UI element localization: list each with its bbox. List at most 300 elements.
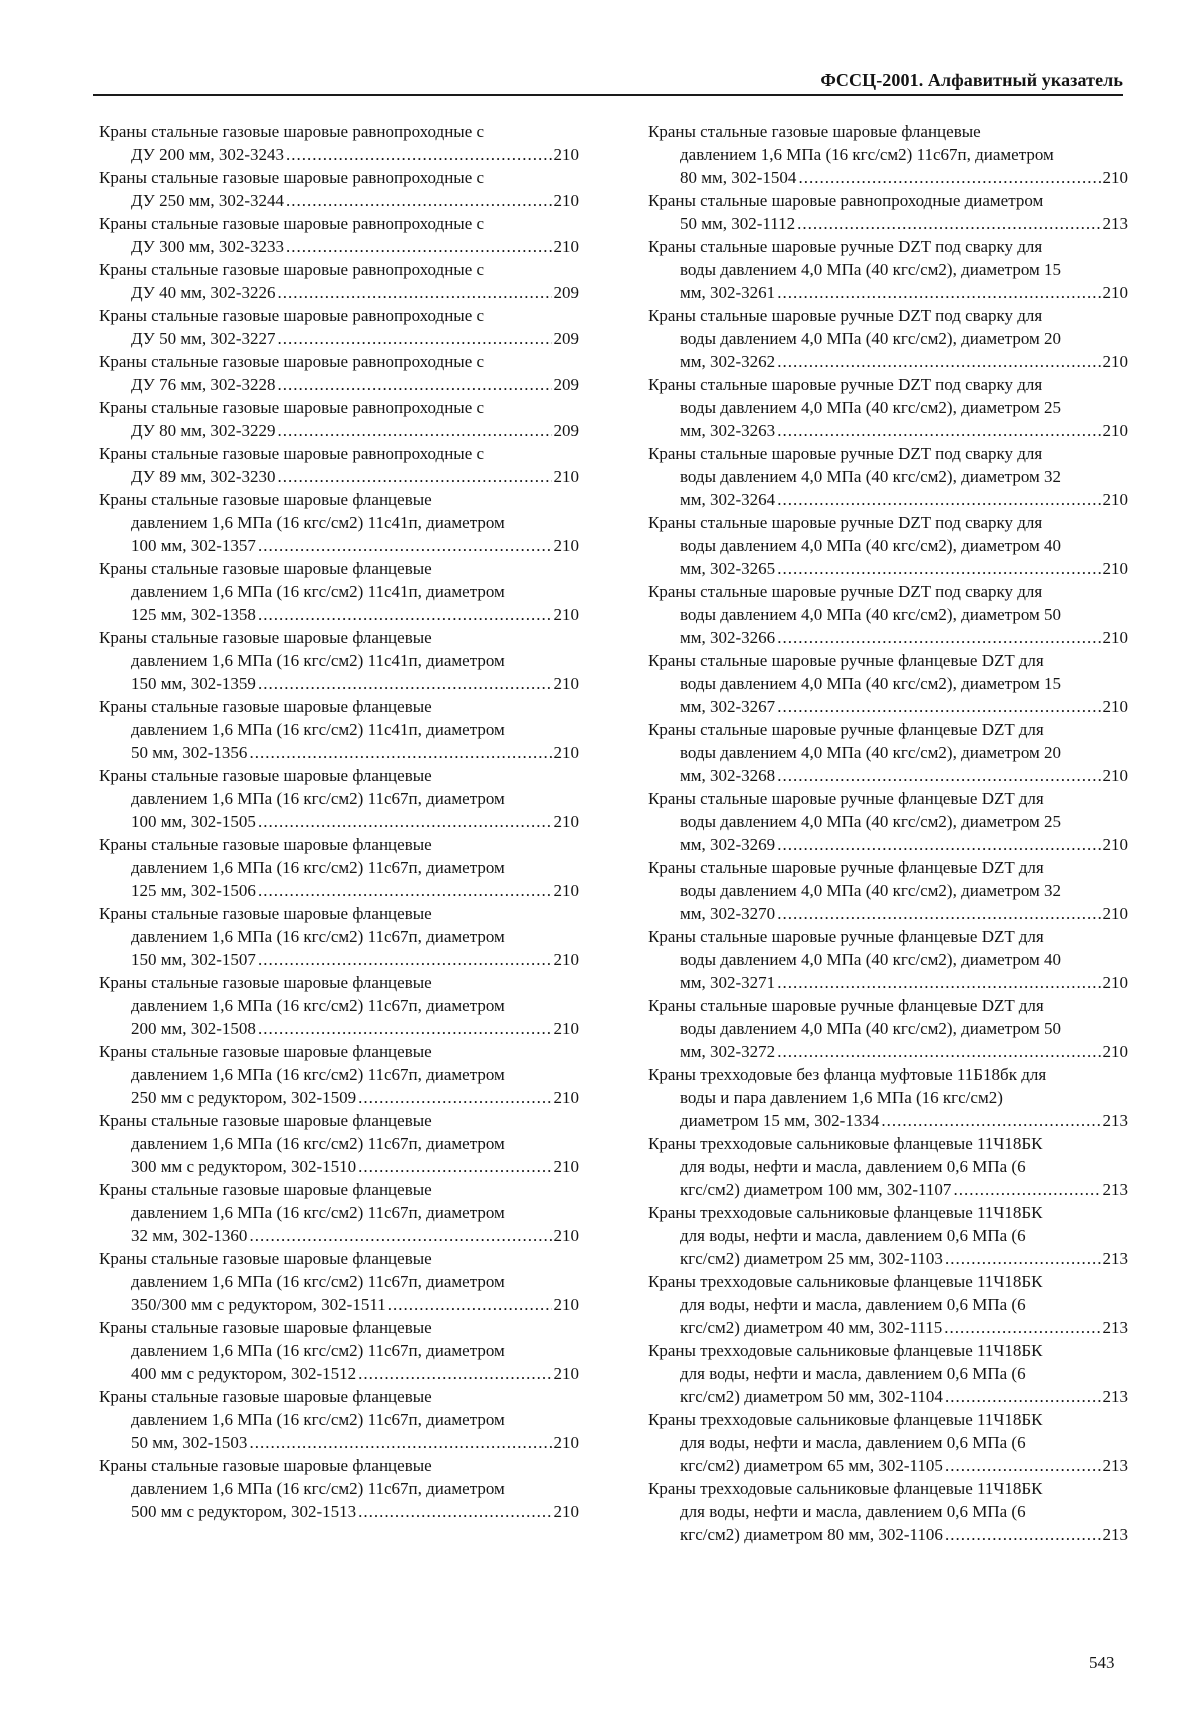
index-entry-last-line (99, 948, 579, 971)
index-entry-line: Краны стальные газовые шаровые равнопроходные с (99, 398, 485, 417)
index-entry-line: для воды, нефти и масла, давлением 0,6 МПа (6 (680, 1433, 1026, 1452)
dot-leader (258, 948, 552, 971)
index-entry-line: 200 мм, 302-1508 (131, 1019, 256, 1038)
index-entry-line: кгс/см2) диаметром 80 мм, 302-1106 (680, 1525, 943, 1544)
index-entry-line: 150 мм, 302-1507 (131, 950, 256, 969)
index-entry (648, 120, 1128, 189)
index-entry-line: воды и пара давлением 1,6 МПа (16 кгс/см2) (680, 1088, 1003, 1107)
index-entry-line: ДУ 300 мм, 302-3233 (131, 237, 285, 256)
index-entry-page: 210 (553, 1088, 579, 1107)
index-entry-line: Краны стальные шаровые ручные фланцевые DZT для (648, 927, 1044, 946)
index-entry-line: воды давлением 4,0 МПа (40 кгс/см2), диаметром 25 (680, 398, 1061, 417)
index-entry-line: давлением 1,6 МПа (16 кгс/см2) 11с67п, диаметром (131, 1341, 505, 1360)
index-entry-page: 213 (1102, 1249, 1128, 1268)
index-entry-page: 210 (1102, 490, 1128, 509)
index-entry-line: мм, 302-3268 (680, 766, 776, 785)
index-entry-last-line (99, 879, 579, 902)
index-entry-line: 50 мм, 302-1112 (680, 214, 796, 233)
index-entry-page: 210 (1102, 1042, 1128, 1061)
index-entry-line: кгс/см2) диаметром 65 мм, 302-1105 (680, 1456, 943, 1475)
dot-leader (945, 1247, 1101, 1270)
index-entry-line: мм, 302-3269 (680, 835, 776, 854)
index-entry (99, 626, 579, 695)
index-entry-line: Краны стальные газовые шаровые фланцевые (99, 835, 432, 854)
index-entry-line: Краны трехходовые сальниковые фланцевые 11Ч18БК (648, 1134, 1043, 1153)
index-entry-line: давлением 1,6 МПа (16 кгс/см2) 11с67п, диаметром (131, 1272, 505, 1291)
index-entry (648, 1132, 1128, 1201)
index-entry-line: 150 мм, 302-1359 (131, 674, 256, 693)
index-entry-line: Краны стальные шаровые ручные DZT под сварку для (648, 237, 1043, 256)
index-entry-line: мм, 302-3261 (680, 283, 776, 302)
index-entry-line: ДУ 89 мм, 302-3230 (131, 467, 276, 486)
index-entry (99, 971, 579, 1040)
index-entry-line: давлением 1,6 МПа (16 кгс/см2) 11с41п, диаметром (131, 720, 505, 739)
dot-leader (258, 1017, 552, 1040)
index-entry-line: мм, 302-3263 (680, 421, 776, 440)
index-entry (648, 718, 1128, 787)
index-entry-page: 213 (1102, 1111, 1128, 1130)
dot-leader (777, 281, 1100, 304)
dot-leader (286, 143, 551, 166)
index-entry (99, 1316, 579, 1385)
index-entry-last-line (99, 327, 579, 350)
index-entry-last-line (648, 902, 1128, 925)
dot-leader (358, 1155, 551, 1178)
index-entry (648, 1063, 1128, 1132)
dot-leader (881, 1109, 1100, 1132)
index-entry-page: 210 (553, 674, 579, 693)
index-entry (648, 442, 1128, 511)
index-entry-line: мм, 302-3266 (680, 628, 776, 647)
index-entry-line: давлением 1,6 МПа (16 кгс/см2) 11с41п, диаметром (131, 651, 505, 670)
index-entry-page: 210 (1102, 973, 1128, 992)
index-entry-line: 125 мм, 302-1358 (131, 605, 256, 624)
index-entry-line: Краны трехходовые сальниковые фланцевые 11Ч18БК (648, 1203, 1043, 1222)
index-entry-page: 210 (553, 1295, 579, 1314)
index-entry-line: мм, 302-3267 (680, 697, 776, 716)
index-entry-line: ДУ 200 мм, 302-3243 (131, 145, 285, 164)
index-entry-line: давлением 1,6 МПа (16 кгс/см2) 11с67п, диаметром (131, 996, 505, 1015)
index-column-left (99, 120, 579, 1523)
index-entry-page: 210 (553, 237, 579, 256)
dot-leader (798, 166, 1100, 189)
dot-leader (258, 534, 552, 557)
index-entry-line: воды давлением 4,0 МПа (40 кгс/см2), диаметром 15 (680, 674, 1061, 693)
index-entry-page: 213 (1102, 1456, 1128, 1475)
index-entry-page: 210 (553, 1157, 579, 1176)
index-entry-last-line (648, 971, 1128, 994)
index-entry (99, 166, 579, 212)
index-entry-line: воды давлением 4,0 МПа (40 кгс/см2), диаметром 20 (680, 329, 1061, 348)
dot-leader (258, 879, 552, 902)
index-entry-last-line (648, 557, 1128, 580)
index-entry-last-line (99, 373, 579, 396)
index-entry-line: 400 мм с редуктором, 302-1512 (131, 1364, 357, 1383)
index-entry (648, 1270, 1128, 1339)
index-entry-line: 250 мм с редуктором, 302-1509 (131, 1088, 357, 1107)
dot-leader (777, 971, 1100, 994)
index-entry-line: Краны стальные шаровые ручные фланцевые DZT для (648, 996, 1044, 1015)
index-entry-page: 210 (1102, 283, 1128, 302)
index-entry-page: 210 (1102, 904, 1128, 923)
index-entry-last-line (99, 189, 579, 212)
index-entry-last-line (648, 419, 1128, 442)
index-entry-line: мм, 302-3271 (680, 973, 776, 992)
index-entry-line: мм, 302-3272 (680, 1042, 776, 1061)
dot-leader (777, 764, 1100, 787)
index-entry (648, 1477, 1128, 1546)
index-entry (648, 856, 1128, 925)
index-entry-last-line (99, 741, 579, 764)
index-entry-page: 210 (553, 191, 579, 210)
index-entry (648, 925, 1128, 994)
index-entry-last-line (99, 281, 579, 304)
index-entry-line: для воды, нефти и масла, давлением 0,6 МПа (6 (680, 1502, 1026, 1521)
index-entry-last-line (648, 488, 1128, 511)
page-number: 543 (1089, 1653, 1115, 1672)
index-entry-line: воды давлением 4,0 МПа (40 кгс/см2), диаметром 40 (680, 536, 1061, 555)
dot-leader (797, 212, 1100, 235)
index-entry-line: воды давлением 4,0 МПа (40 кгс/см2), диаметром 40 (680, 950, 1061, 969)
index-entry-page: 210 (553, 1502, 579, 1521)
index-entry-last-line (648, 166, 1128, 189)
index-entry-page: 213 (1102, 214, 1128, 233)
index-entry-last-line (99, 419, 579, 442)
index-entry (648, 1201, 1128, 1270)
index-entry-line: Краны стальные шаровые ручные фланцевые DZT для (648, 720, 1044, 739)
index-entry (99, 557, 579, 626)
index-entry-line: 50 мм, 302-1356 (131, 743, 248, 762)
index-entry-line: давлением 1,6 МПа (16 кгс/см2) 11с67п, диаметром (131, 927, 505, 946)
index-entry-page: 210 (553, 605, 579, 624)
index-entry-line: Краны трехходовые без фланца муфтовые 11Б18бк для (648, 1065, 1047, 1084)
index-entry-line: 500 мм с редуктором, 302-1513 (131, 1502, 357, 1521)
index-entry-line: воды давлением 4,0 МПа (40 кгс/см2), диаметром 25 (680, 812, 1061, 831)
index-entry-line: Краны стальные газовые шаровые равнопроходные с (99, 306, 485, 325)
index-entry-last-line (648, 695, 1128, 718)
index-entry-line: кгс/см2) диаметром 50 мм, 302-1104 (680, 1387, 943, 1406)
dot-leader (286, 235, 551, 258)
index-entry-page: 210 (1102, 697, 1128, 716)
index-entry-line: Краны стальные газовые шаровые равнопроходные с (99, 122, 485, 141)
dot-leader (278, 373, 552, 396)
index-entry-line: 300 мм с редуктором, 302-1510 (131, 1157, 357, 1176)
index-entry-line: кгс/см2) диаметром 100 мм, 302-1107 (680, 1180, 952, 1199)
index-entry (99, 1247, 579, 1316)
index-entry-line: 80 мм, 302-1504 (680, 168, 797, 187)
index-entry-line: 350/300 мм с редуктором, 302-1511 (131, 1295, 386, 1314)
index-entry-page: 210 (1102, 352, 1128, 371)
header-title: ФССЦ-2001. Алфавитный указатель (820, 70, 1123, 90)
dot-leader (258, 603, 552, 626)
index-entry-line: Краны стальные газовые шаровые фланцевые (99, 766, 432, 785)
index-entry-line: кгс/см2) диаметром 40 мм, 302-1115 (680, 1318, 943, 1337)
index-entry-page: 210 (553, 812, 579, 831)
index-entry (99, 304, 579, 350)
index-entry-line: Краны трехходовые сальниковые фланцевые 11Ч18БК (648, 1341, 1043, 1360)
dot-leader (249, 1224, 551, 1247)
index-entry-line: Краны стальные газовые шаровые равнопроходные с (99, 214, 485, 233)
index-entry-line: Краны стальные шаровые ручные DZT под сварку для (648, 582, 1043, 601)
index-entry-line: мм, 302-3270 (680, 904, 776, 923)
index-entry-line: мм, 302-3262 (680, 352, 776, 371)
index-entry (648, 994, 1128, 1063)
index-entry-line: давлением 1,6 МПа (16 кгс/см2) 11с67п, диаметром (131, 789, 505, 808)
index-entry-last-line (648, 1247, 1128, 1270)
index-entry-last-line (648, 1040, 1128, 1063)
index-entry (99, 764, 579, 833)
index-entry-line: для воды, нефти и масла, давлением 0,6 МПа (6 (680, 1157, 1026, 1176)
index-entry-last-line (99, 810, 579, 833)
index-entry-line: диаметром 15 мм, 302-1334 (680, 1111, 880, 1130)
index-entry-last-line (99, 1362, 579, 1385)
index-entry-line: Краны стальные шаровые ручные DZT под сварку для (648, 513, 1043, 532)
index-entry (99, 212, 579, 258)
index-entry-page: 210 (1102, 421, 1128, 440)
index-entry-last-line (648, 1385, 1128, 1408)
index-entry-line: ДУ 76 мм, 302-3228 (131, 375, 276, 394)
index-entry-page: 210 (553, 536, 579, 555)
index-entry-line: давлением 1,6 МПа (16 кгс/см2) 11с41п, диаметром (131, 582, 505, 601)
index-entry-page: 209 (553, 283, 579, 302)
index-entry-page: 213 (1102, 1180, 1128, 1199)
index-entry-last-line (648, 350, 1128, 373)
index-entry (648, 304, 1128, 373)
index-entry-line: ДУ 50 мм, 302-3227 (131, 329, 276, 348)
index-entry-last-line (648, 626, 1128, 649)
dot-leader (777, 419, 1100, 442)
dot-leader (358, 1500, 551, 1523)
index-entry-line: воды давлением 4,0 МПа (40 кгс/см2), диаметром 32 (680, 881, 1061, 900)
dot-leader (945, 1385, 1101, 1408)
index-entry-last-line (648, 833, 1128, 856)
index-entry-last-line (648, 281, 1128, 304)
dot-leader (945, 1454, 1101, 1477)
dot-leader (777, 350, 1100, 373)
index-entry (648, 580, 1128, 649)
index-entry-last-line (648, 212, 1128, 235)
index-entry-line: воды давлением 4,0 МПа (40 кгс/см2), диаметром 20 (680, 743, 1061, 762)
index-entry-line: для воды, нефти и масла, давлением 0,6 МПа (6 (680, 1226, 1026, 1245)
index-entry-line: ДУ 40 мм, 302-3226 (131, 283, 276, 302)
dot-leader (258, 810, 552, 833)
index-entry-last-line (99, 465, 579, 488)
index-entry-line: Краны трехходовые сальниковые фланцевые 11Ч18БК (648, 1410, 1043, 1429)
index-entry-line: Краны стальные шаровые ручные DZT под сварку для (648, 306, 1043, 325)
index-entry-line: давлением 1,6 МПа (16 кгс/см2) 11с67п, диаметром (131, 1065, 505, 1084)
index-entry-line: 125 мм, 302-1506 (131, 881, 256, 900)
index-entry-last-line (648, 1109, 1128, 1132)
index-entry (99, 902, 579, 971)
dot-leader (278, 465, 552, 488)
index-entry-line: для воды, нефти и масла, давлением 0,6 МПа (6 (680, 1295, 1026, 1314)
index-entry-line: давлением 1,6 МПа (16 кгс/см2) 11с67п, диаметром (131, 1479, 505, 1498)
index-entry-line: ДУ 250 мм, 302-3244 (131, 191, 285, 210)
index-entry-line: кгс/см2) диаметром 25 мм, 302-1103 (680, 1249, 943, 1268)
index-entry-line: давлением 1,6 МПа (16 кгс/см2) 11с67п, диаметром (680, 145, 1054, 164)
index-entry-page: 210 (553, 1433, 579, 1452)
index-entry-line: Краны стальные газовые шаровые фланцевые (99, 1249, 432, 1268)
index-entry-line: для воды, нефти и масла, давлением 0,6 МПа (6 (680, 1364, 1026, 1383)
index-entry-last-line (99, 1431, 579, 1454)
index-column-right (648, 120, 1128, 1546)
index-entry (648, 649, 1128, 718)
index-entry-page: 209 (553, 421, 579, 440)
dot-leader (777, 557, 1100, 580)
dot-leader (388, 1293, 552, 1316)
index-entry-line: Краны стальные газовые шаровые фланцевые (99, 1318, 432, 1337)
index-entry-page: 210 (1102, 628, 1128, 647)
dot-leader (278, 419, 552, 442)
index-entry-page: 210 (553, 1226, 579, 1245)
index-entry-line: давлением 1,6 МПа (16 кгс/см2) 11с67п, диаметром (131, 1203, 505, 1222)
index-entry-line: воды давлением 4,0 МПа (40 кгс/см2), диаметром 32 (680, 467, 1061, 486)
index-entry-page: 213 (1102, 1525, 1128, 1544)
index-entry (648, 189, 1128, 235)
index-entry-line: давлением 1,6 МПа (16 кгс/см2) 11с67п, диаметром (131, 858, 505, 877)
index-entry-page: 210 (1102, 559, 1128, 578)
index-entry-line: давлением 1,6 МПа (16 кгс/см2) 11с41п, диаметром (131, 513, 505, 532)
index-entry-line: Краны стальные газовые шаровые равнопроходные с (99, 168, 485, 187)
dot-leader (249, 1431, 551, 1454)
index-entry-line: Краны стальные газовые шаровые фланцевые (99, 1042, 432, 1061)
index-entry (648, 511, 1128, 580)
index-entry-last-line (648, 1523, 1128, 1546)
index-entry-last-line (99, 534, 579, 557)
index-entry-line: Краны стальные газовые шаровые фланцевые (648, 122, 981, 141)
index-entry (99, 1385, 579, 1454)
index-entry-line: Краны стальные шаровые равнопроходные диаметром (648, 191, 1044, 210)
index-entry-last-line (99, 1086, 579, 1109)
index-entry-line: Краны стальные газовые шаровые фланцевые (99, 1111, 432, 1130)
dot-leader (278, 281, 552, 304)
index-entry-line: мм, 302-3264 (680, 490, 776, 509)
dot-leader (258, 672, 552, 695)
dot-leader (286, 189, 551, 212)
index-entry (648, 373, 1128, 442)
index-entry (99, 833, 579, 902)
index-entry-page: 210 (553, 743, 579, 762)
index-entry-page: 209 (553, 329, 579, 348)
index-entry-last-line (648, 1316, 1128, 1339)
running-header (93, 62, 1123, 96)
index-entry-page: 210 (1102, 766, 1128, 785)
dot-leader (249, 741, 551, 764)
index-entry-line: 100 мм, 302-1357 (131, 536, 256, 555)
dot-leader (278, 327, 552, 350)
index-entry-line: давлением 1,6 МПа (16 кгс/см2) 11с67п, диаметром (131, 1410, 505, 1429)
index-entry-last-line (99, 1155, 579, 1178)
index-entry-line: воды давлением 4,0 МПа (40 кгс/см2), диаметром 50 (680, 605, 1061, 624)
index-entry-line: Краны стальные газовые шаровые фланцевые (99, 1387, 432, 1406)
index-entry-last-line (99, 1224, 579, 1247)
index-entry-line: Краны стальные газовые шаровые равнопроходные с (99, 352, 485, 371)
index-entry-line: 32 мм, 302-1360 (131, 1226, 248, 1245)
index-entry-page: 210 (553, 145, 579, 164)
index-entry-last-line (99, 603, 579, 626)
index-entry (99, 695, 579, 764)
index-entry-page: 210 (553, 1019, 579, 1038)
index-entry-line: Краны стальные газовые шаровые фланцевые (99, 973, 432, 992)
index-entry (648, 235, 1128, 304)
index-entry-line: Краны стальные шаровые ручные DZT под сварку для (648, 375, 1043, 394)
index-entry-page: 210 (553, 1364, 579, 1383)
index-entry-line: мм, 302-3265 (680, 559, 776, 578)
index-entry-line: Краны стальные шаровые ручные фланцевые DZT для (648, 858, 1044, 877)
index-entry-last-line (99, 672, 579, 695)
index-entry (99, 258, 579, 304)
index-entry (648, 1408, 1128, 1477)
index-entry-line: воды давлением 4,0 МПа (40 кгс/см2), диаметром 50 (680, 1019, 1061, 1038)
index-entry-line: Краны стальные газовые шаровые фланцевые (99, 628, 432, 647)
index-entry-page: 210 (1102, 168, 1128, 187)
index-entry (99, 396, 579, 442)
index-entry-line: Краны трехходовые сальниковые фланцевые 11Ч18БК (648, 1479, 1043, 1498)
index-entry (648, 1339, 1128, 1408)
index-entry-line: Краны стальные газовые шаровые фланцевые (99, 559, 432, 578)
index-entry (99, 442, 579, 488)
index-entry-line: 100 мм, 302-1505 (131, 812, 256, 831)
index-entry-line: Краны стальные газовые шаровые фланцевые (99, 1456, 432, 1475)
index-entry (99, 1109, 579, 1178)
dot-leader (358, 1362, 551, 1385)
index-entry-page: 210 (553, 950, 579, 969)
index-entry-line: Краны стальные газовые шаровые фланцевые (99, 490, 432, 509)
dot-leader (944, 1316, 1100, 1339)
index-entry-last-line (648, 1454, 1128, 1477)
index-entry (99, 1454, 579, 1523)
index-entry-page: 210 (553, 881, 579, 900)
index-entry-line: ДУ 80 мм, 302-3229 (131, 421, 276, 440)
index-entry-line: Краны трехходовые сальниковые фланцевые 11Ч18БК (648, 1272, 1043, 1291)
index-entry-line: Краны стальные шаровые ручные фланцевые DZT для (648, 651, 1044, 670)
index-entry-line: 50 мм, 302-1503 (131, 1433, 248, 1452)
index-entry-line: Краны стальные шаровые ручные фланцевые DZT для (648, 789, 1044, 808)
index-entry (99, 1040, 579, 1109)
index-entry-page: 213 (1102, 1387, 1128, 1406)
index-entry (99, 350, 579, 396)
index-entry-page: 213 (1102, 1318, 1128, 1337)
index-entry-last-line (99, 1293, 579, 1316)
dot-leader (777, 833, 1100, 856)
index-entry-line: Краны стальные газовые шаровые равнопроходные с (99, 444, 485, 463)
index-entry-line: Краны стальные газовые шаровые фланцевые (99, 1180, 432, 1199)
index-entry-last-line (99, 1017, 579, 1040)
dot-leader (945, 1523, 1101, 1546)
index-entry-last-line (99, 235, 579, 258)
index-entry (99, 1178, 579, 1247)
dot-leader (777, 1040, 1100, 1063)
index-entry-page: 210 (553, 467, 579, 486)
index-entry-line: Краны стальные газовые шаровые равнопроходные с (99, 260, 485, 279)
index-entry-line: Краны стальные газовые шаровые фланцевые (99, 904, 432, 923)
index-entry-line: Краны стальные шаровые ручные DZT под сварку для (648, 444, 1043, 463)
dot-leader (953, 1178, 1100, 1201)
dot-leader (777, 488, 1100, 511)
index-entry-last-line (99, 1500, 579, 1523)
index-entry-page: 210 (1102, 835, 1128, 854)
index-entry-last-line (648, 764, 1128, 787)
index-entry (648, 787, 1128, 856)
dot-leader (777, 695, 1100, 718)
dot-leader (777, 626, 1100, 649)
index-entry (99, 120, 579, 166)
index-entry-line: Краны стальные газовые шаровые фланцевые (99, 697, 432, 716)
index-entry-last-line (648, 1178, 1128, 1201)
dot-leader (358, 1086, 551, 1109)
index-entry (99, 488, 579, 557)
index-entry-page: 209 (553, 375, 579, 394)
